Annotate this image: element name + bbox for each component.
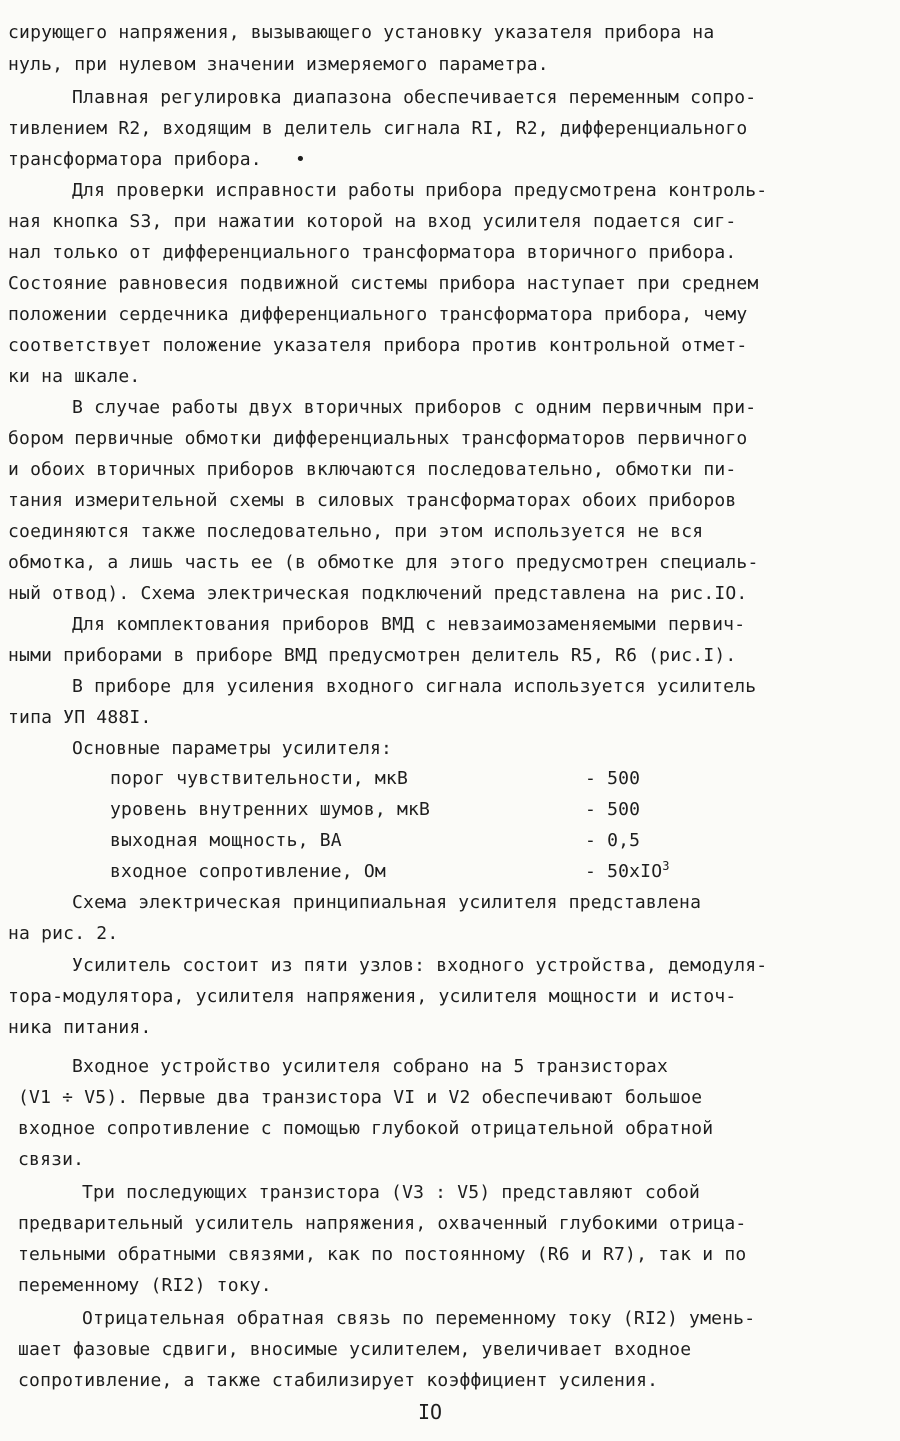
param-value-exponent: 3 bbox=[662, 859, 670, 873]
text-line: Входное устройство усилителя собрано на 5 транзисторах bbox=[72, 1056, 668, 1077]
text-line: Усилитель состоит из пяти узлов: входного устройства, демодуля- bbox=[72, 955, 768, 976]
text-line: шает фазовые сдвиги, вносимые усилителем, увеличивает входное bbox=[18, 1339, 692, 1360]
text-line: типа УП 488I. bbox=[8, 707, 152, 728]
text-line: ки на шкале. bbox=[8, 366, 141, 387]
text-line: ная кнопка S3, при нажатии которой на вход усилителя подается сиг- bbox=[8, 211, 737, 232]
text-line: сирующего напряжения, вызывающего установку указателя прибора на bbox=[8, 22, 715, 43]
param-name: порог чувствительности, мкВ bbox=[110, 768, 408, 789]
text-line: ными приборами в приборе ВМД предусмотрен делитель R5, R6 (рис.I). bbox=[8, 645, 737, 666]
text-line: входное сопротивление с помощью глубокой отрицательной обратной bbox=[18, 1118, 714, 1139]
param-name: входное сопротивление, Ом bbox=[110, 861, 386, 882]
text-line: нуль, при нулевом значении измеряемого параметра. bbox=[8, 54, 549, 75]
text-line: В приборе для усиления входного сигнала используется усилитель bbox=[72, 676, 757, 697]
text-line: Для проверки исправности работы прибора предусмотрена контроль- bbox=[72, 180, 768, 201]
text-line: Состояние равновесия подвижной системы прибора наступает при среднем bbox=[8, 273, 759, 294]
text-line: соединяются также последовательно, при этом используется не вся bbox=[8, 521, 704, 542]
param-name: уровень внутренних шумов, мкВ bbox=[110, 799, 431, 820]
text-line: тора-модулятора, усилителя напряжения, усилителя мощности и источ- bbox=[8, 986, 737, 1007]
param-value: - 500 bbox=[585, 768, 641, 789]
text-line: ный отвод). Схема электрическая подключений представлена на рис.IO. bbox=[8, 583, 748, 604]
text-line: тивлением R2, входящим в делитель сигнала RI, R2, дифференциального bbox=[8, 118, 748, 139]
param-value: - 0,5 bbox=[585, 830, 641, 851]
text-line: положении сердечника дифференциального трансформатора прибора, чему bbox=[8, 304, 748, 325]
param-name: выходная мощность, ВА bbox=[110, 830, 342, 851]
text-line: Отрицательная обратная связь по переменному току (RI2) умень- bbox=[82, 1308, 756, 1329]
text-line: связи. bbox=[18, 1149, 85, 1170]
page-number: IO bbox=[418, 1400, 443, 1424]
text-line: Схема электрическая принципиальная усилителя представлена bbox=[72, 892, 702, 913]
text-line: обмотка, а лишь часть ее (в обмотке для этого предусмотрен специаль- bbox=[8, 552, 759, 573]
text-line: тания измерительной схемы в силовых трансформаторах обоих приборов bbox=[8, 490, 737, 511]
text-line: переменному (RI2) току. bbox=[18, 1275, 272, 1296]
text-line: сопротивление, а также стабилизирует коэффициент усиления. bbox=[18, 1370, 659, 1391]
text-line: бором первичные обмотки дифференциальных трансформаторов первичного bbox=[8, 428, 748, 449]
param-value-base: - 50xIO bbox=[585, 861, 663, 882]
text-line: Плавная регулировка диапазона обеспечивается переменным сопро- bbox=[72, 87, 757, 108]
text-line: нал только от дифференциального трансформатора вторичного прибора. bbox=[8, 242, 737, 263]
text-line: (V1 ÷ V5). Первые два транзистора VI и V2 обеспечивают большое bbox=[18, 1087, 703, 1108]
text-line: трансформатора прибора. • bbox=[8, 149, 306, 170]
param-value bbox=[585, 861, 670, 883]
text-line: ника питания. bbox=[8, 1017, 152, 1038]
text-line: на рис. 2. bbox=[8, 923, 119, 944]
text-line: В случае работы двух вторичных приборов с одним первичным при- bbox=[72, 397, 757, 418]
text-line: Три последующих транзистора (V3 : V5) представляют собой bbox=[82, 1182, 701, 1203]
text-line: предварительный усилитель напряжения, охваченный глубокими отрица- bbox=[18, 1213, 747, 1234]
text-line: Основные параметры усилителя: bbox=[72, 738, 393, 759]
text-line: Для комплектования приборов ВМД с невзаимозаменяемыми первич- bbox=[72, 614, 746, 635]
text-line: и обоих вторичных приборов включаются последовательно, обмотки пи- bbox=[8, 459, 737, 480]
text-line: соответствует положение указателя прибора против контрольной отмет- bbox=[8, 335, 748, 356]
param-value: - 500 bbox=[585, 799, 641, 820]
text-line: тельными обратными связями, как по постоянному (R6 и R7), так и по bbox=[18, 1244, 747, 1265]
